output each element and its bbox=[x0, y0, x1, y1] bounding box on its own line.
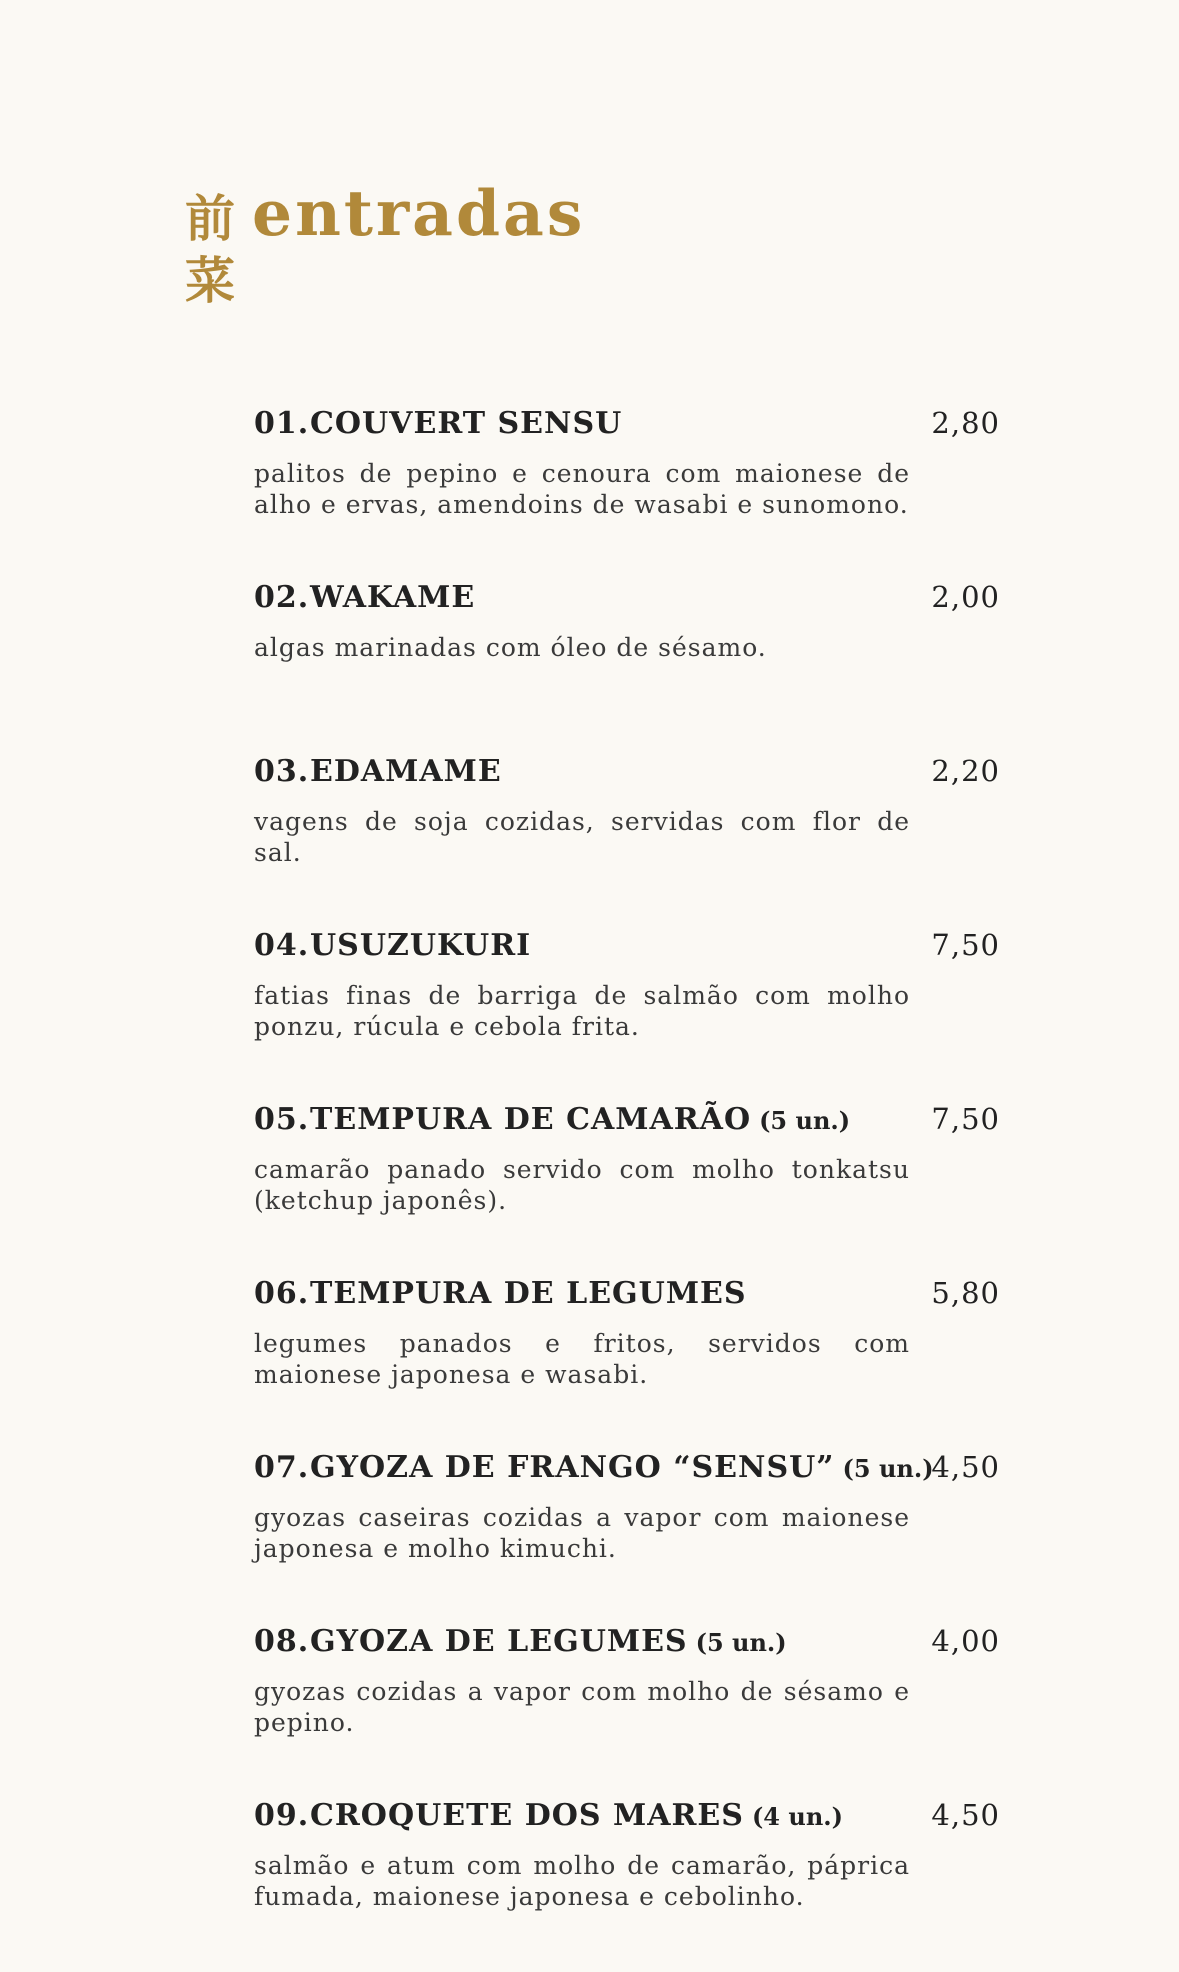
item-title-wrapper bbox=[310, 406, 622, 441]
item-number: 09. bbox=[254, 1798, 310, 1833]
item-price: 7,50 bbox=[931, 1102, 1000, 1136]
item-title: TEMPURA DE LEGUMES bbox=[310, 1276, 747, 1311]
item-number: 02. bbox=[254, 580, 310, 615]
menu-item-04 bbox=[254, 928, 1000, 1102]
item-quantity: (5 un.) bbox=[695, 1628, 787, 1657]
item-price: 4,50 bbox=[931, 1450, 1000, 1484]
menu-item-02 bbox=[254, 580, 1000, 754]
item-title: GYOZA DE FRANGO “SENSU” bbox=[310, 1450, 835, 1485]
item-price: 2,80 bbox=[931, 406, 1000, 440]
menu-item-05 bbox=[254, 1102, 1000, 1276]
item-quantity: (5 un.) bbox=[759, 1106, 851, 1135]
item-number: 06. bbox=[254, 1276, 310, 1311]
menu-item-09 bbox=[254, 1798, 1000, 1972]
item-title: TEMPURA DE CAMARÃO bbox=[310, 1102, 752, 1137]
item-title-wrapper bbox=[310, 1276, 747, 1311]
item-title-wrapper bbox=[310, 754, 502, 789]
item-description: gyozas cozidas a vapor com molho de sésamo e pepino. bbox=[254, 1677, 910, 1737]
item-description: salmão e atum com molho de camarão, páprica fumada, maionese japonesa e cebolinho. bbox=[254, 1851, 910, 1911]
item-price: 2,20 bbox=[931, 754, 1000, 788]
section-title: entradas bbox=[252, 176, 586, 250]
item-description: algas marinadas com óleo de sésamo. bbox=[254, 633, 767, 662]
item-title: COUVERT SENSU bbox=[310, 406, 623, 441]
item-description: palitos de pepino e cenoura com maionese de alho e ervas, amendoins de wasabi e sunomono. bbox=[254, 459, 910, 519]
section-kanji bbox=[180, 188, 240, 312]
item-title: EDAMAME bbox=[310, 754, 502, 789]
menu-item-01 bbox=[254, 406, 1000, 580]
item-description: fatias finas de barriga de salmão com molho ponzu, rúcula e cebola frita. bbox=[254, 981, 910, 1041]
item-title-wrapper bbox=[310, 1450, 934, 1485]
item-price: 5,80 bbox=[931, 1276, 1000, 1310]
item-title: USUZUKURI bbox=[310, 928, 532, 963]
item-title: GYOZA DE LEGUMES bbox=[310, 1624, 688, 1659]
item-number: 03. bbox=[254, 754, 310, 789]
item-title-wrapper bbox=[310, 580, 475, 615]
item-description: vagens de soja cozidas, servidas com flor de sal. bbox=[254, 807, 910, 867]
item-title-wrapper bbox=[310, 1102, 850, 1137]
item-title-wrapper bbox=[310, 1798, 843, 1833]
item-description: camarão panado servido com molho tonkatsu (ketchup japonês). bbox=[254, 1155, 910, 1215]
item-title: WAKAME bbox=[310, 580, 476, 615]
item-title: CROQUETE DOS MARES bbox=[310, 1798, 744, 1833]
menu-list bbox=[254, 406, 1000, 1972]
item-price: 2,00 bbox=[931, 580, 1000, 614]
kanji-top: 前 bbox=[185, 189, 235, 248]
kanji-bottom: 菜 bbox=[185, 251, 235, 310]
menu-item-06 bbox=[254, 1276, 1000, 1450]
item-description: gyozas caseiras cozidas a vapor com maionese japonesa e molho kimuchi. bbox=[254, 1503, 910, 1563]
item-price: 4,50 bbox=[931, 1798, 1000, 1832]
item-description: legumes panados e fritos, servidos com maionese japonesa e wasabi. bbox=[254, 1329, 910, 1389]
item-number: 04. bbox=[254, 928, 310, 963]
item-price: 4,00 bbox=[931, 1624, 1000, 1658]
item-price: 7,50 bbox=[931, 928, 1000, 962]
item-quantity: (5 un.) bbox=[842, 1454, 934, 1483]
item-number: 08. bbox=[254, 1624, 310, 1659]
item-number: 05. bbox=[254, 1102, 310, 1137]
item-quantity: (4 un.) bbox=[751, 1802, 843, 1831]
item-title-wrapper bbox=[310, 1624, 787, 1659]
menu-item-08 bbox=[254, 1624, 1000, 1798]
item-number: 01. bbox=[254, 406, 310, 441]
item-number: 07. bbox=[254, 1450, 310, 1485]
menu-item-07 bbox=[254, 1450, 1000, 1624]
menu-item-03 bbox=[254, 754, 1000, 928]
item-title-wrapper bbox=[310, 928, 531, 963]
